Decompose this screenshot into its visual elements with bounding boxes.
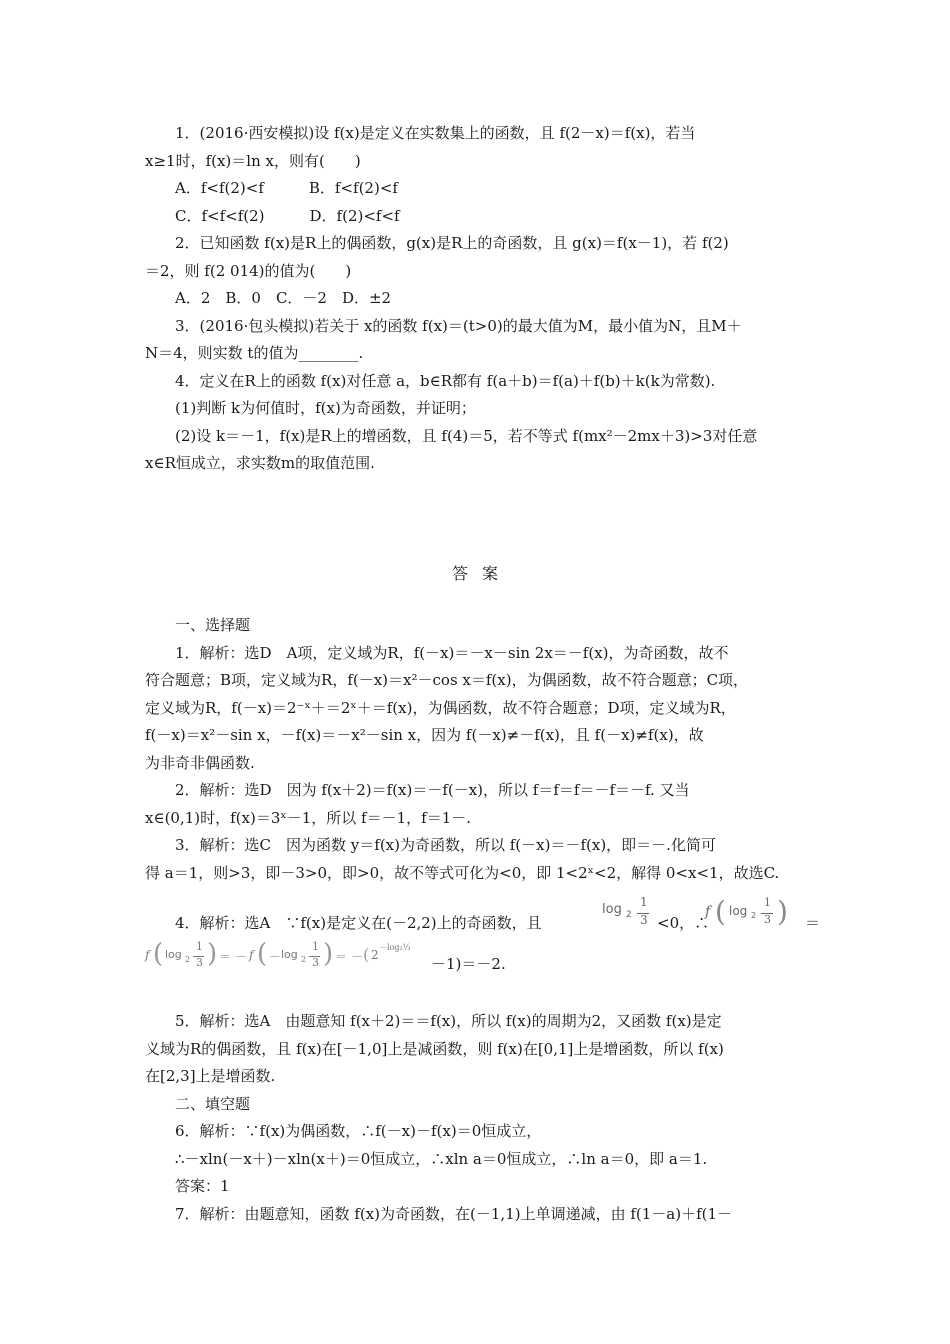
- section-choice-heading: 一、选择题: [175, 616, 251, 634]
- a6-answer: 答案：1: [175, 1177, 230, 1195]
- a2-line2: x∈(0,1)时，f(x)＝3ˣ－1，所以 f＝－1，f＝1－.: [145, 808, 472, 827]
- a3-line1: 3．解析：选C 因为函数 y＝f(x)为奇函数，所以 f(－x)＝－f(x)，即＝－.化简可: [175, 836, 716, 854]
- a4-line1-tail: <0，∴: [657, 914, 710, 932]
- a1-line4: f(－x)＝x²－sin x，－f(x)＝－x²－sin x，因为 f(－x)≠－f(x)，且 f(－x)≠f(x)，故: [145, 726, 704, 744]
- log-text: log: [602, 902, 622, 917]
- eq-a: ＝: [219, 950, 232, 964]
- f-letter-a: f: [145, 948, 150, 962]
- answers-title: 答案: [451, 564, 512, 583]
- frac-num-2: 1: [764, 896, 771, 909]
- q1-options-ab: A．f<f(2)<f B．f<f(2)<f: [175, 179, 398, 197]
- log-base-2: 2: [751, 911, 757, 920]
- minus-c: －: [351, 950, 364, 964]
- a5-line2: 义域为R的偶函数，且 f(x)在[－1,0]上是减函数，则 f(x)在[0,1]上是增函数，所以 f(x): [145, 1039, 724, 1058]
- paren-c-open-icon: (: [363, 945, 370, 964]
- q1-line1: 1．(2016·西安模拟)设 f(x)是定义在实数集上的函数，且 f(2－x)＝f(x)，若当: [175, 124, 696, 142]
- q2-line2: ＝2，则 f(2 014)的值为( ): [145, 261, 352, 280]
- log-b-base: 2: [301, 955, 307, 964]
- answers-section-bottom: [145, 1008, 810, 1228]
- a1-line1: 1．解析：选D A项，定义域为R，f(－x)＝－x－sin 2x＝－f(x)，为奇函数，故不: [175, 643, 729, 662]
- log-formula-figure: [602, 895, 662, 932]
- frac-a-num: 1: [196, 940, 203, 953]
- paren-b-close-icon: ): [323, 939, 334, 969]
- a1-line5: 为非奇非偶函数.: [145, 753, 255, 772]
- log-base: 2: [626, 910, 632, 920]
- a4-line1-end: ＝: [805, 914, 821, 932]
- a4-block: [145, 895, 821, 978]
- paren-b-open-icon: (: [257, 939, 268, 969]
- a6-line1: 6．解析：∵f(x)为偶函数，∴f(－x)－f(x)＝0恒成立，: [175, 1122, 542, 1140]
- left-paren-icon: (: [715, 895, 726, 928]
- frac-a-den: 3: [196, 956, 203, 969]
- f-letter: f: [705, 904, 711, 920]
- frac-den-2: 3: [764, 913, 771, 926]
- q4-line1: 4．定义在R上的函数 f(x)对任意 a，b∈R都有 f(a＋b)＝f(a)＋f(b)＋k(k为常数).: [175, 371, 716, 390]
- q4-part2-line1: (2)设 k＝－1，f(x)是R上的增函数，且 f(4)＝5，若不等式 f(mx²－2mx＋3)>3对任意: [175, 426, 758, 445]
- a3-line2: 得 a＝1，则>3，即－3>0，即>0，故不等式可化为<0，即 1<2ˣ<2，解得 0<x<1，故选C.: [145, 863, 780, 882]
- frac-num: 1: [640, 895, 648, 909]
- questions-section: [145, 120, 810, 478]
- a6-line2: ∴－xln(－x＋)－xln(x＋)＝0恒成立，∴xln a＝0恒成立，∴ln a＝0，即 a＝1.: [175, 1149, 708, 1168]
- paren-a-open-icon: (: [153, 939, 164, 969]
- f-log-formula-figure: [705, 895, 810, 934]
- minus-b: －: [269, 950, 282, 964]
- a2-line1: 2．解析：选D 因为 f(x＋2)＝f(x)＝－f(－x)，所以 f＝f＝f＝－f＝－f. 又当: [175, 781, 690, 799]
- answers-section-top: [145, 612, 810, 887]
- q4-part2-line2: x∈R恒成立，求实数m的取值范围.: [145, 454, 375, 472]
- q4-part1: (1)判断 k为何值时，f(x)为奇函数，并证明；: [175, 399, 476, 417]
- paren-a-close-icon: ): [207, 939, 218, 969]
- q3-line2: N＝4，则实数 t的值为________.: [145, 344, 364, 362]
- a5-line1: 5．解析：选A 由题意知 f(x＋2)＝＝f(x)，所以 f(x)的周期为2，又函数 f(x)是定: [175, 1012, 722, 1030]
- two-base: 2: [371, 948, 379, 962]
- minus-a: －: [235, 950, 248, 964]
- eq-b: ＝: [335, 950, 348, 964]
- log-a-base: 2: [185, 955, 191, 964]
- a4-line2-end: －1)＝－2.: [431, 955, 506, 973]
- section-fill-heading: 二、填空题: [175, 1094, 251, 1113]
- right-paren-icon: ): [777, 895, 788, 928]
- frac-b-num: 1: [312, 940, 319, 953]
- q3-line1: 3．(2016·包头模拟)若关于 x的函数 f(x)＝(t>0)的最大值为M，最小值为N，且M＋: [175, 316, 742, 335]
- a1-line2: 符合题意；B项，定义域为R，f(－x)＝x²－cos x＝f(x)，为偶函数，故不符合题意；C项，: [145, 671, 749, 689]
- q2-line1: 2．已知函数 f(x)是R上的偶函数，g(x)是R上的奇函数，且 g(x)＝f(x－1)，若 f(2): [175, 234, 729, 252]
- log-a: log: [165, 948, 182, 961]
- two-exponent: －log₂⅓: [379, 943, 411, 952]
- a5-line3: 在[2,3]上是增函数.: [145, 1067, 276, 1085]
- q2-options: A．2 B．0 C．－2 D．±2: [175, 289, 392, 307]
- f-letter-b: f: [249, 948, 254, 962]
- a1-line3: 定义域为R，f(－x)＝2⁻ˣ＋＝2ˣ＋＝f(x)，为偶函数，故不符合题意；D项，定义域为R，: [145, 698, 736, 717]
- q1-line2: x≥1时，f(x)＝ln x，则有( ): [145, 151, 361, 170]
- log-text-2: log: [729, 904, 748, 918]
- a7-line1: 7．解析：由题意知，函数 f(x)为奇函数，在(－1,1)上单调递减，由 f(1－a)＋f(1－: [175, 1204, 733, 1223]
- log-b: log: [281, 948, 298, 961]
- frac-den: 3: [640, 913, 648, 927]
- frac-b-den: 3: [312, 956, 319, 969]
- a4-line1-text: 4．解析：选A ∵f(x)是定义在(－2,2)上的奇函数，且: [175, 914, 542, 932]
- q1-options-cd: C．f<f<f(2) D．f(2)<f<f: [175, 206, 400, 225]
